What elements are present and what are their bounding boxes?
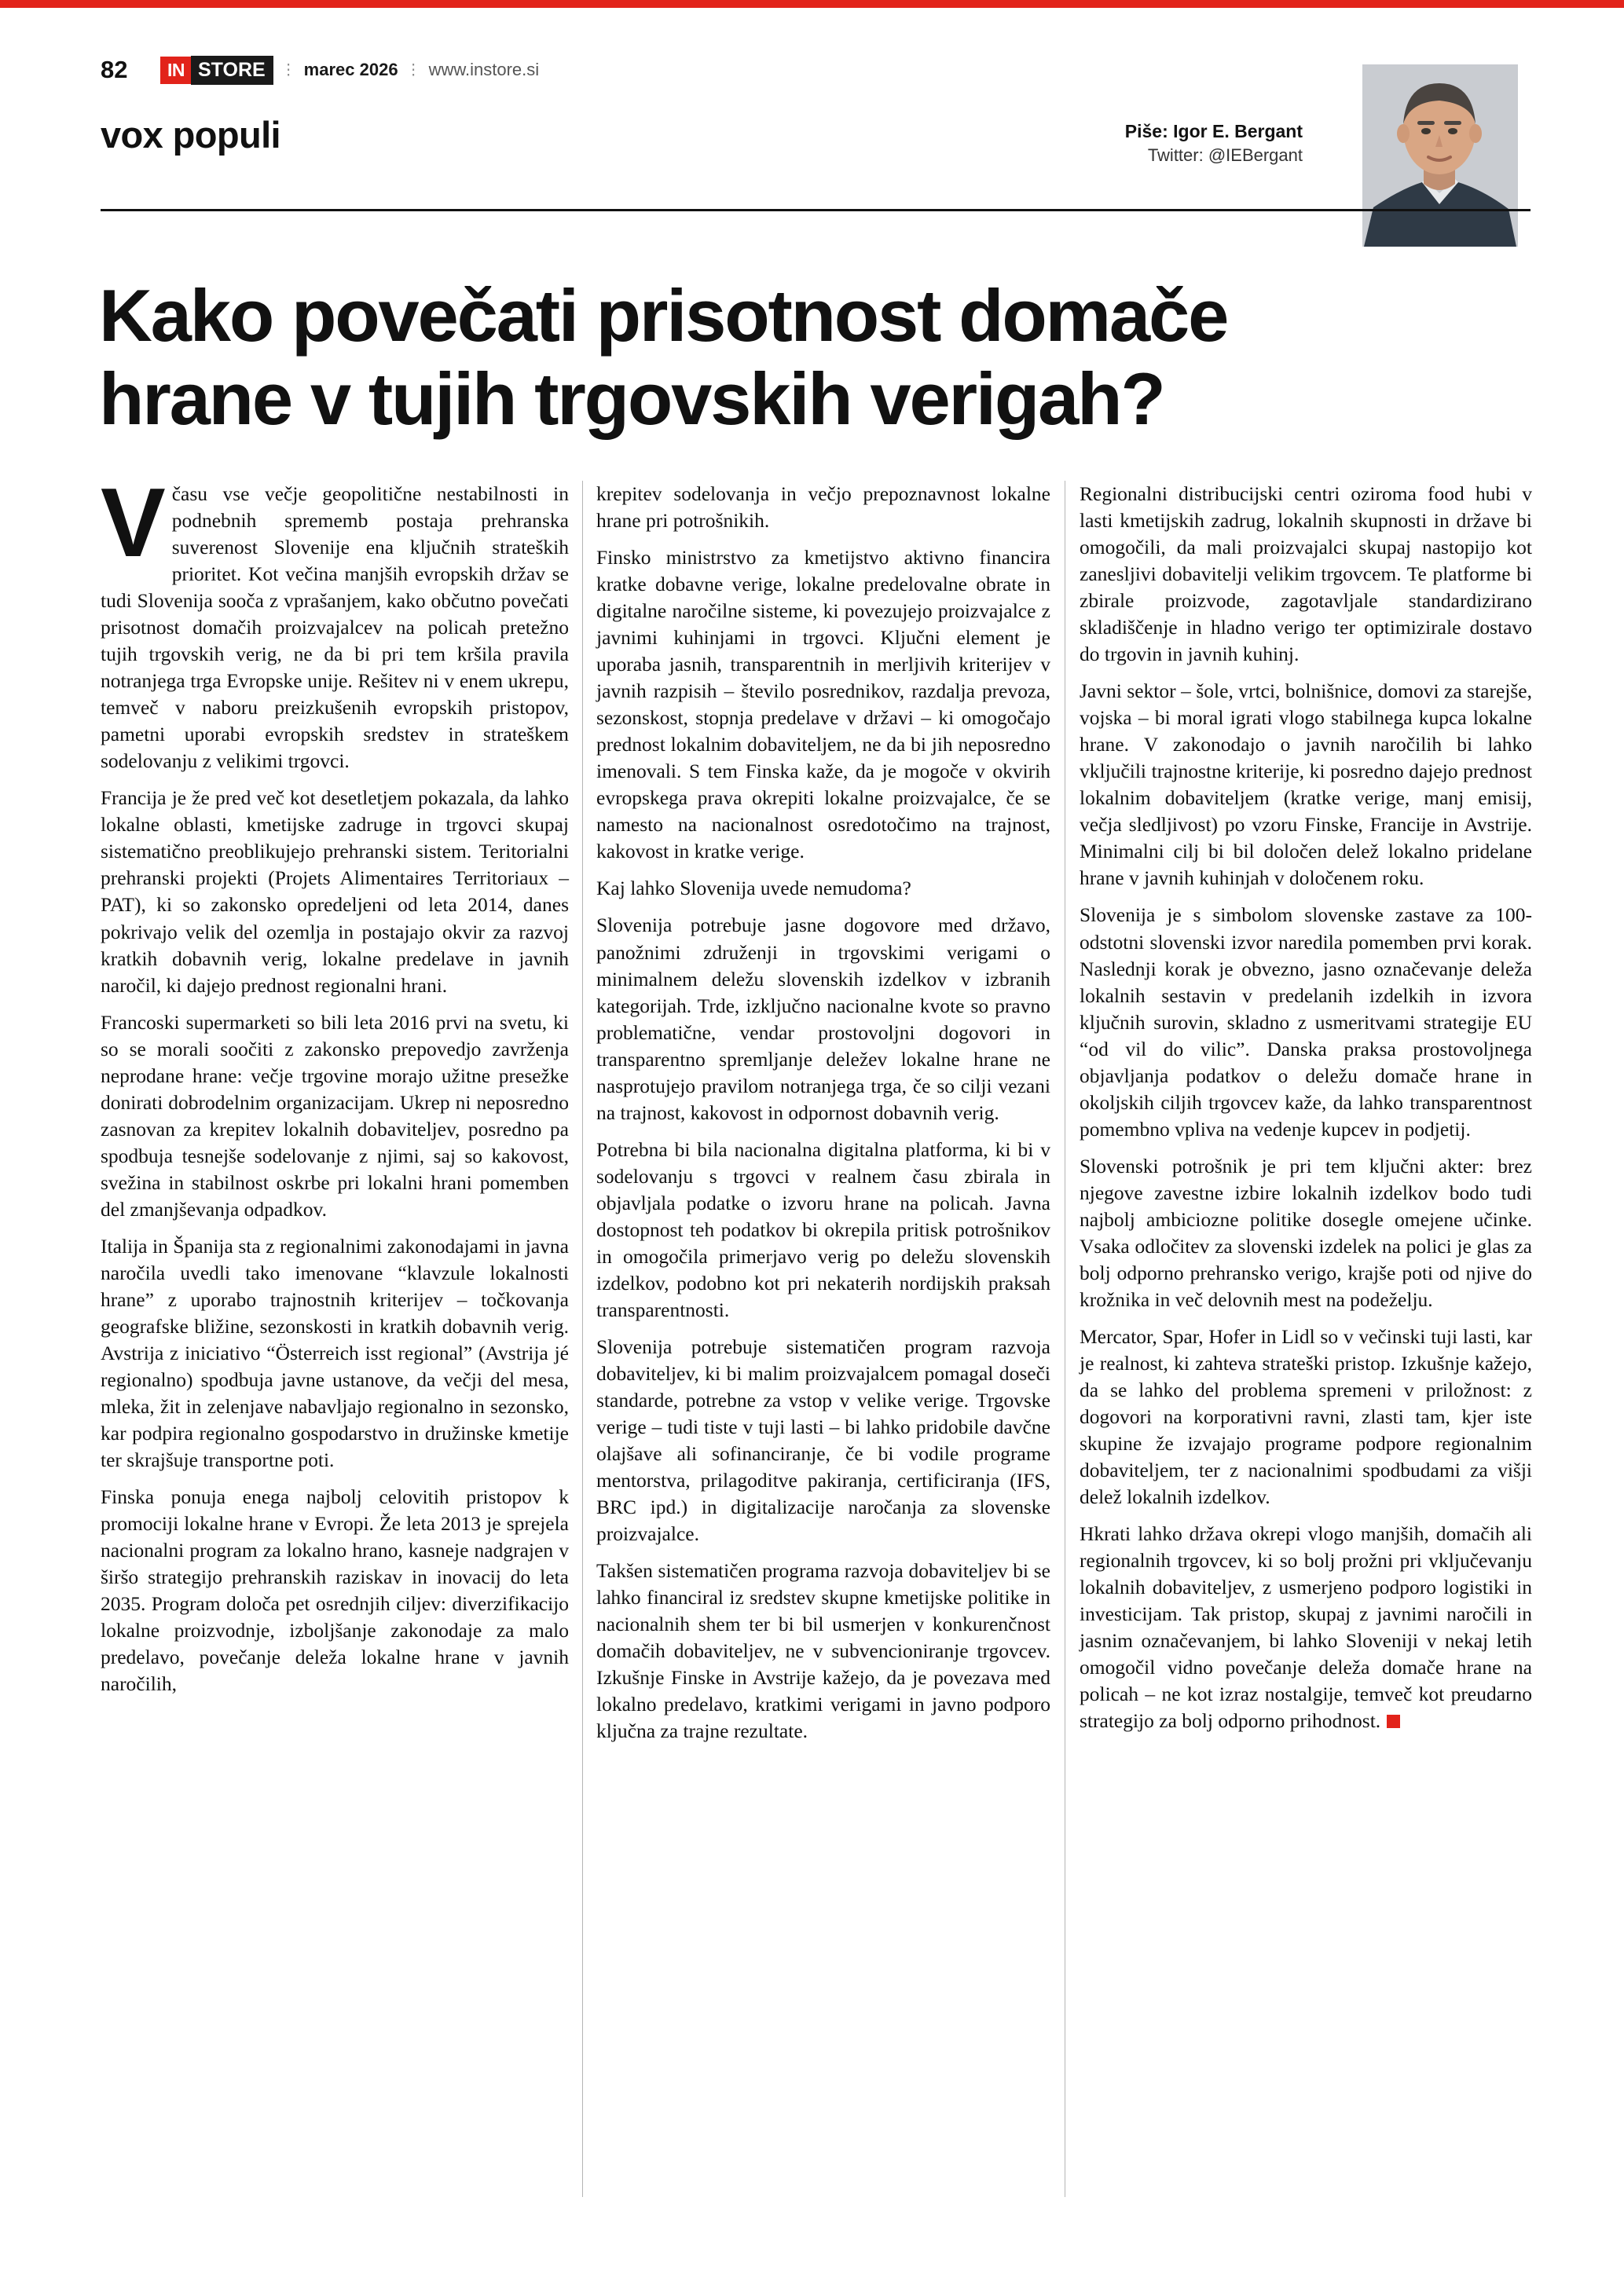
drop-cap: V <box>101 469 166 577</box>
page-number: 82 <box>101 56 128 83</box>
paragraph <box>101 469 569 774</box>
headline-line-2: hrane v tujih trgovskih verigah? <box>99 357 1164 440</box>
author-portrait <box>1340 64 1538 247</box>
article-body <box>101 469 1532 2201</box>
paragraph: Finsko ministrstvo za kmetijstvo aktivno financira kratke dobavne verige, lokalne predelovalne obrate in digitalne naročilne sisteme, ki povezujejo proizvajalce z javnimi kuhinjami in trgovci. Ključni element je uporaba jasnih, transparentnih in merljivih kriterijev v javnih razpisih – število posrednikov, razdalja prevoza, sezonskost, stopnja predelave v državi – ki omogočajo prednost lokalnim dobaviteljem, ne da bi jih neposredno imenovali. S tem Finska kaže, da je mogoče v okvirih evropskega prava okrepiti lokalne proizvajalce, če se namesto na nacionalnost osredotočimo na trajnost, kakovost in kratke verige. <box>596 546 1050 863</box>
paragraph: Javni sektor – šole, vrtci, bolnišnice, domovi za starejše, vojska – bi moral igrati vlogo stabilnega kupca lokalne hrane. V zakonodajo o javnih naročilih bi lahko vključili trajnostne kriterije, ki posredno dajejo prednost lokalnim dobaviteljem (kratke verige, manj emisij, večja sledljivost) po vzoru Finske, Francije in Avstrije. Minimalni cilj bi bil določen delež lokalno pridelane hrane v javnih kuhinjah v določenem roku. <box>1080 679 1532 890</box>
paragraph: Slovenija potrebuje jasne dogovore med državo, panožnimi združenji in trgovskimi verigami o minimalnem deležu slovenskih izdelkov v izbranih kategorijah. Trde, izključno nacionalne kvote so pravno problematične, vendar prostovoljni dogovori in transparentno spremljanje deležev lokalne hrane ne nasprotujejo pravilom notranjega trga, če so cilji vezani na trajnost, kakovost in odpornost dobavnih verig. <box>596 914 1050 1124</box>
paragraph: Slovenski potrošnik je pri tem ključni akter: brez njegove zavestne izbire lokalnih izdelkov bodo tudi najbolj ambiciozne politike dosegle omejene učinke. Vsaka odločitev za slovenski izdelek na polici je glas za bolj odporno prehransko verigo, krajše poti od njive do krožnika in več delovnih mest na podeželju. <box>1080 1154 1532 1311</box>
instore-logo <box>160 49 273 90</box>
paragraph: Regionalni distribucijski centri oziroma food hubi v lasti kmetijskih zadrug, lokalnih skupnosti in države bi omogočili, da mali proizvajalci skupaj nastopijo kot zanesljivi dobavitelji velikim trgovcem. Te platforme bi zbirale proizvode, zagotavljale standardizirano skladiščenje in hladno verigo ter optimizirale dostavo do trgovin in javnih kuhinj. <box>1080 482 1532 666</box>
byline-twitter-handle: Twitter: @IEBergant <box>1147 145 1303 166</box>
top-red-rule <box>0 0 1624 8</box>
masthead-separator-icon: ⋮ <box>280 61 296 79</box>
paragraph: Potrebna bi bila nacionalna digitalna platforma, ki bi v sodelovanju s trgovci v realnem času zbirala in objavljala podatke o izvoru hrane na policah. Javna dostopnost teh podatkov bi okrepila pritisk potrošnikov in omogočila primerjavo verig po deležu slovenskih izdelkov, podobno kot pri nekaterih nordijskih praksah transparentnosti. <box>596 1137 1050 1321</box>
paragraph-text: Hkrati lahko država okrepi vlogo manjših, domačih ali regionalnih trgovcev, ki so bolj prožni pri vključevanju lokalnih dobaviteljev, z usmerjeno podporo logistiki in investicijam. Tak pristop, skupaj z javnimi naročili in jasnim označevanjem, bi lahko Sloveniji v nekaj letih omogočil vidno povečanje deleža domače hrane na policah – ne kot izraz nostalgije, temveč kot preudarno strategijo za bolj odporno prihodnost. <box>1080 1522 1532 1733</box>
byline-author: Piše: Igor E. Bergant <box>1124 121 1303 141</box>
masthead <box>101 46 1531 94</box>
paragraph: Slovenija je s simbolom slovenske zastave za 100-odstotni slovenski izvor naredila pomemben prvi korak. Naslednji korak je obvezno, jasno označevanje deleža lokalnih sestavin v predelanih izdelkih in izvora ključnih surovin, skladno z usmeritvami strategije EU “od vil do vilic”. Danska praksa prostovoljnega objavljanja podatkov o deležu domače hrane in okoljskih ciljih trgovcev kaže, da lahko transparentnost pomembno vpliva na vedenje kupcev in podjetij. <box>1080 903 1532 1141</box>
header-divider <box>101 209 1531 211</box>
paragraph: Slovenija potrebuje sistematičen program razvoja dobaviteljev, ki bi malim proizvajalcem pomagal doseči standarde, potrebne za vstop v velike verige. Trgovske verige – tudi tiste v tuji lasti – bi lahko pridobile davčne olajšave ali sofinanciranje, če bi vodile programe mentorstva, prilagoditve pakiranja, certificiranja (IFS, BRC ipd.) in digitalizacije naročanja za slovenske proizvajalce. <box>596 1335 1050 1546</box>
kicker-row <box>101 113 1531 170</box>
website-url: www.instore.si <box>428 60 540 79</box>
article-column-2 <box>582 481 1050 2201</box>
page-header <box>101 46 1531 203</box>
headline-line-1: Kako povečati prisotnost domače <box>99 273 1228 357</box>
byline <box>1125 119 1303 167</box>
page-title <box>99 273 1537 440</box>
paragraph-text: času vse večje geopolitične nestabilnosti in podnebnih sprememb postaja prehranska suverenost Slovenije ena ključnih strateških prioritet. Kot večina manjših evropskih držav se tudi Slovenija sooča z vprašanjem, kako občutno povečati prisotnost domačih proizvajalcev na policah pretežno tujih trgovskih verig, ne da bi pri tem kršila pravila notranjega trga Evropske unije. Rešitev ni v enem ukrepu, temveč v naboru preizkušenih evropskih pristopov, pametni uporabi evropskih sredstev in strateškem sodelovanju z velikimi trgovci. <box>101 482 569 773</box>
paragraph: Finska ponuja enega najbolj celovitih pristopov k promociji lokalne hrane v Evropi. Že leta 2013 je sprejela nacionalni program za lokalno hrano, kasneje nadgrajen v širšo strategijo prehranskih raziskav in inovacij do leta 2035. Program določa pet osrednjih ciljev: diverzifikacijo lokalne proizvodnje, izboljšanje zakonodaje za malo predelavo, povečanje deleža lokalne hrane v javnih naročilih, <box>101 1485 569 1696</box>
paragraph: Kaj lahko Slovenija uvede nemudoma? <box>596 877 911 900</box>
paragraph-last <box>1080 1521 1532 1734</box>
paragraph: Francija je že pred več kot desetletjem pokazala, da lahko lokalne oblasti, kmetijske zadruge in trgovci skupaj sistematično preoblikujejo prehranski sistem. Teritorialni prehranski projekti (Projets Alimentaires Territoriaux – PAT), ki so zakonsko opredeljeni od leta 2014, danes pokrivajo velik del ozemlja in postajajo okvir za razvoj kratkih dobavnih verig, lokalne predelave in javnih naročil, ki dajejo prednost regionalni hrani. <box>101 786 569 997</box>
paragraph: Italija in Španija sta z regionalnimi zakonodajami in javna naročila uvedli tako imenovane “klavzule lokalnosti hrane” z uporabo trajnostnih kriterijev – točkovanja geografske bližine, sezonskosti in kratkih dobavnih verig. Avstrija z iniciativo “Österreich isst regional” (Avstrija jé regionalno) spodbuja javne ustanove, da večji del mesa, mleka, žit in zelenjave nabavljajo regionalno in sezonsko, kar podpira regionalno gospodarstvo in družinske kmetije ter skrajšuje transportne poti. <box>101 1234 569 1472</box>
section-kicker: vox populi <box>101 114 281 156</box>
paragraph: Mercator, Spar, Hofer in Lidl so v večinski tuji lasti, kar je realnost, ki zahteva strateški pristop. Izkušnje kažejo, da se lahko del problema spremeni v priložnost: z dogovori na korporativni ravni, zlasti tam, kjer iste skupine že izvajajo programe podpore regionalnim dobaviteljem, ter z nacionalnimi spodbudami za višji delež lokalnih izdelkov. <box>1080 1324 1532 1509</box>
logo-in-text: IN <box>160 57 191 84</box>
paragraph: Francoski supermarketi so bili leta 2016 prvi na svetu, ki so se morali soočiti z zakonsko prepovedjo zavrženja neprodane hrane: večje trgovine morajo užitne presežke donirati dobrodelnim organizacijam. Ukrep ni neposredno zasnovan za krepitev lokalnih dobaviteljev, posredno pa spodbuja tesnejše sodelovanje z njimi, saj so kakovost, svežina in stabilnost oskrbe pri lokalni hrani pomemben del zmanjševanja odpadkov. <box>101 1010 569 1221</box>
article-column-1 <box>101 469 569 2201</box>
article-column-3 <box>1064 481 1532 2201</box>
paragraph: Takšen sistematičen programa razvoja dobaviteljev bi se lahko financiral iz sredstev skupne kmetijske politike in nacionalnih shem ter bi bil usmerjen v konkurenčnost domačih dobaviteljev, ne v subvencioniranje trgovcev. Izkušnje Finske in Avstrije kažejo, da je povezava med lokalno predelavo, kratkimi verigami in javno podporo ključna za trajne rezultate. <box>596 1559 1050 1743</box>
end-of-article-mark <box>1387 1715 1400 1728</box>
masthead-separator-icon-2: ⋮ <box>405 61 421 79</box>
logo-store-text: STORE <box>191 56 273 85</box>
paragraph: krepitev sodelovanja in večjo prepoznavnost lokalne hrane pri potrošnikih. <box>596 482 1050 533</box>
issue-date: marec 2026 <box>303 60 398 79</box>
